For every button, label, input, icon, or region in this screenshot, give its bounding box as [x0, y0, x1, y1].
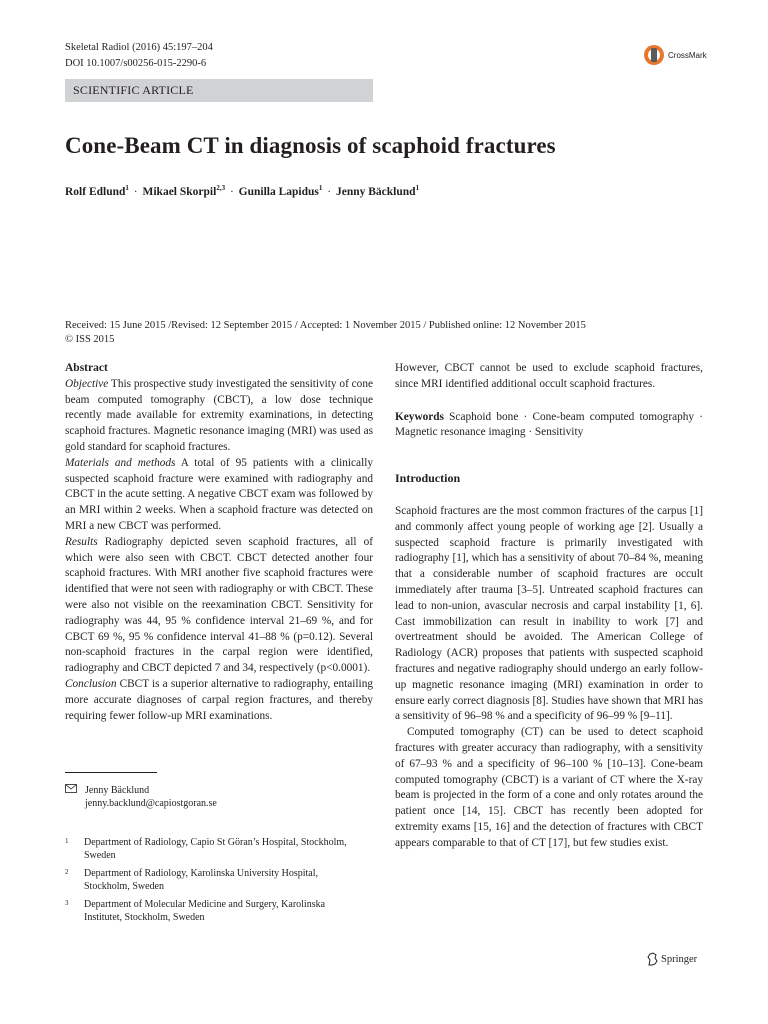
springer-horse-icon [647, 952, 658, 966]
author-name[interactable]: Rolf Edlund [65, 185, 126, 198]
correspondence-block [65, 784, 217, 810]
history-dates: Received: 15 June 2015 /Revised: 12 September 2015 / Accepted: 1 November 2015 / Published online: 12 November 2015 [65, 320, 586, 331]
introduction-heading: Introduction [395, 471, 461, 486]
right-column [395, 361, 703, 852]
envelope-icon [65, 784, 81, 797]
correspondence-name: Jenny Bäcklund [85, 785, 150, 796]
affiliation-item [65, 836, 364, 862]
crossmark-badge[interactable] [643, 44, 707, 66]
publisher-name: Springer [661, 953, 698, 965]
introduction-paragraph-2: Computed tomography (CT) can be used to detect scaphoid fractures with greater accuracy than radiography, with a sensitivity of 67–93 % and a specificity of 96–100 % [10–13]. Cone-beam computed tomography (CBCT) is a variant of CT where the X-ray beam is projected in the form of a cone and only rotates around the patient once [14, 15]. CBCT has recently been adopted for extremity exams [15, 16] and the detection of fractures with CBCT appears comparable to that of CT [17], but few studies exist. [395, 726, 703, 849]
crossmark-icon [643, 44, 665, 66]
journal-citation [65, 40, 213, 72]
methods-text: A total of 95 patients with a clinically suspected scaphoid fracture were examined with radiography and CBCT in the acute setting. A negative CBCT exam was followed by an MRI within 2 weeks. When a scaphoid fracture was detected on MRI a new CBCT was performed. [65, 456, 373, 532]
results-label: Results [65, 535, 98, 548]
doi-line[interactable]: DOI 10.1007/s00256-015-2290-6 [65, 58, 207, 69]
keywords-label: Keywords [395, 410, 444, 423]
author-affiliation: 1 [125, 184, 129, 192]
separator: · [327, 185, 332, 198]
abstract-section [65, 361, 373, 724]
introduction-paragraph-1: Scaphoid fractures are the most common fractures of the carpus [1] and commonly affect young people of working age [2]. Usually a suspected scaphoid fracture is primarily investigated with radiography [1], which has a sensitivity of about 70–84 %, meaning that a considerable number of scaphoid fractures are occult immediately after trauma [3–5]. Untreated scaphoid fractures can lead to non-union, avascular necrosis and carpal instability [1, 6]. Cast immobilization can result in inability to work [7] and overtreatment should be avoided. The American College of Radiology (ACR) proposes that patients with suspected scaphoid fractures and negative radiography should undergo an early follow-up magnetic resonance imaging (MRI) examination in order to ensure early correct diagnosis [8]. Studies have shown that MRI has a sensitivity of 96–98 % and a specificity of 96–99 % [9–11]. [395, 504, 703, 723]
conclusion-text: CBCT is a superior alternative to radiography, entailing more accurate diagnoses of carpal region fractures, and thereby requiring fewer follow-up MRI examinations. [65, 677, 373, 722]
objective-label: Objective [65, 377, 109, 390]
paper-title: Cone-Beam CT in diagnosis of scaphoid fractures [65, 133, 556, 158]
publisher-logo [647, 952, 697, 966]
abstract-methods [65, 456, 373, 535]
author-affiliation: 1 [415, 184, 420, 192]
affiliation-number: 1 [65, 837, 69, 845]
author-name[interactable]: Mikael Skorpil [142, 185, 217, 198]
abstract-conclusion [65, 677, 373, 724]
journal-line: Skeletal Radiol (2016) 45:197–204 [65, 42, 213, 53]
author-name[interactable]: Gunilla Lapidus [238, 185, 319, 198]
affiliation-number: 3 [65, 899, 69, 907]
author-list [65, 180, 419, 200]
author-affiliation: 1 [318, 184, 323, 192]
results-text: Radiography depicted seven scaphoid fractures, all of which were also seen with CBCT. CBCT detected another four scaphoid fractures. With MRI another five scaphoid fractures were identified that were not seen with radiography or with CBCT. These were also not visible on the reexamination CBCT. Sensitivity for radiography was 44, 95 % confidence interval 21–69 %, and for CBCT 69 %, 95 % confidence interval 41–88 % (p=0.12). Several non-scaphoid fractures in the carpal region were identified, radiography and CBCT depicted 7 and 34, respectively (p<0.0001). [65, 535, 374, 675]
author-affiliation: 2,3 [216, 184, 226, 192]
methods-label: Materials and methods [65, 456, 176, 469]
abstract-heading: Abstract [65, 362, 108, 374]
affiliation-text: Department of Molecular Medicine and Surgery, Karolinska Institutet, Stockholm, Sweden [84, 899, 326, 923]
abstract-results [65, 535, 373, 677]
article-type-banner: SCIENTIFIC ARTICLE [65, 79, 373, 102]
objective-text: This prospective study investigated the sensitivity of cone beam computed tomography (CBCT), a low dose technique recently made available for extremity examinations, in detecting scaphoid fractures. Magnetic resonance imaging (MRI) was used as gold standard for scaphoid fractures. [65, 377, 373, 453]
affiliation-item [65, 867, 364, 893]
keywords-text: Scaphoid bone · Cone-beam computed tomography · Magnetic resonance imaging · Sensitivity [395, 410, 703, 439]
correspondence-email[interactable]: jenny.backlund@capiostgoran.se [85, 798, 217, 809]
abstract-objective [65, 377, 373, 456]
separator: · [133, 185, 138, 198]
conclusion-label: Conclusion [65, 677, 117, 690]
publication-history [65, 319, 586, 347]
author-name[interactable]: Jenny Bäcklund [335, 185, 416, 198]
affiliation-text: Department of Radiology, Karolinska University Hospital, Stockholm, Sweden [84, 868, 319, 892]
footnote-divider [65, 772, 157, 773]
keywords-block [395, 410, 703, 442]
abstract-continuation: However, CBCT cannot be used to exclude scaphoid fractures, since MRI identified additional occult scaphoid fractures. [395, 362, 703, 390]
affiliation-text: Department of Radiology, Capio St Göran’s Hospital, Stockholm, Sweden [84, 837, 347, 861]
affiliation-item [65, 898, 364, 924]
separator: · [229, 185, 234, 198]
crossmark-label: CrossMark [668, 50, 707, 60]
copyright-line: © ISS 2015 [65, 334, 115, 345]
affiliation-number: 2 [65, 868, 69, 876]
